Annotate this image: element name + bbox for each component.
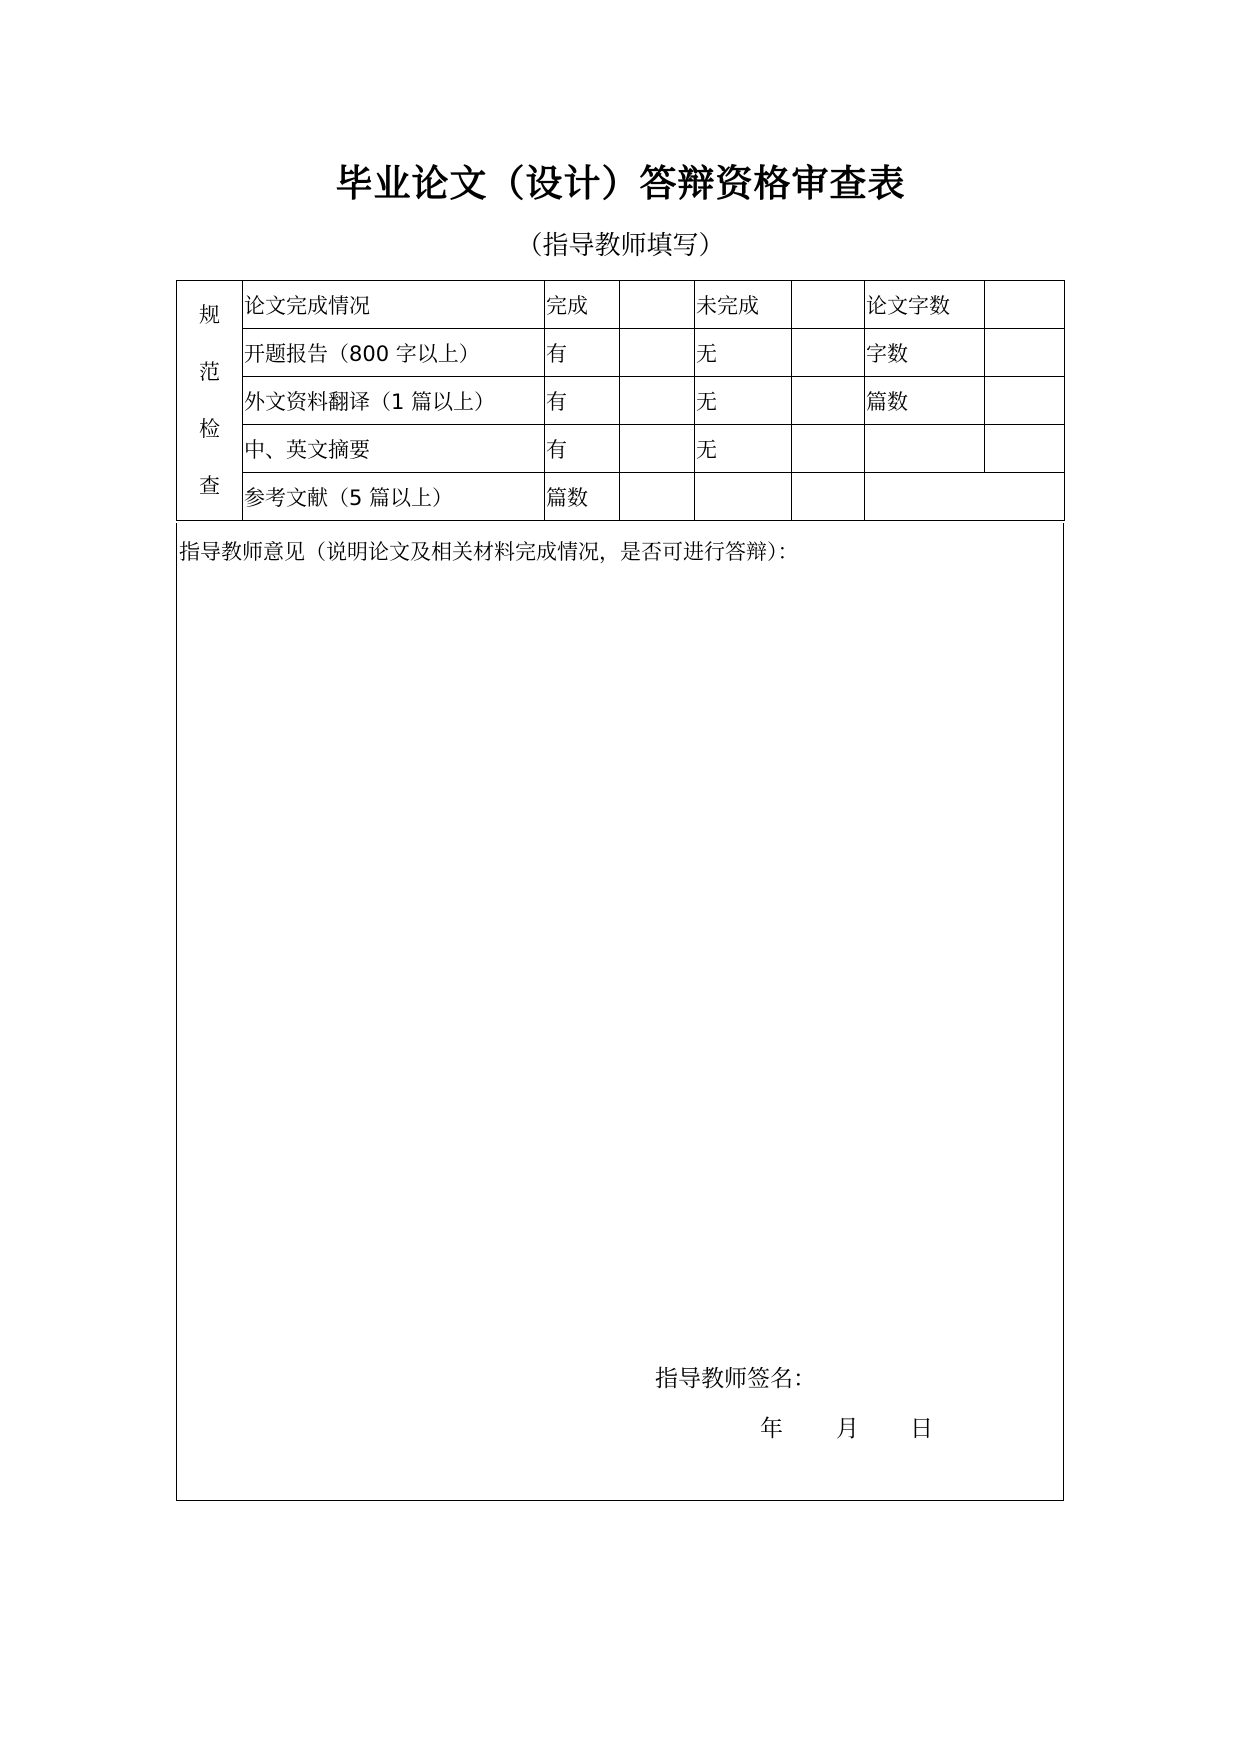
category-char: 查 — [199, 474, 220, 499]
date-day-label: 日 — [910, 1416, 933, 1442]
option-label: 无 — [695, 425, 792, 473]
field-label — [865, 425, 985, 473]
fill-cell[interactable] — [792, 425, 865, 473]
fill-cell[interactable] — [985, 377, 1065, 425]
field-label: 篇数 — [865, 377, 985, 425]
option-label: 篇数 — [545, 473, 620, 521]
fill-cell[interactable] — [695, 473, 792, 521]
fill-cell[interactable] — [620, 281, 695, 329]
table-row — [177, 329, 1065, 377]
fill-cell[interactable] — [792, 377, 865, 425]
fill-cell[interactable] — [620, 377, 695, 425]
fill-cell[interactable] — [620, 329, 695, 377]
category-char: 范 — [199, 359, 220, 384]
fill-cell[interactable] — [985, 329, 1065, 377]
row-item-label: 论文完成情况 — [243, 281, 545, 329]
row-item-label: 参考文献（5 篇以上） — [243, 473, 545, 521]
fill-cell[interactable] — [792, 473, 865, 521]
row-item-label: 中、英文摘要 — [243, 425, 545, 473]
fill-cell[interactable] — [620, 425, 695, 473]
table-row — [177, 281, 1065, 329]
advisor-signature-label: 指导教师签名： — [655, 1366, 816, 1392]
fill-cell[interactable] — [620, 473, 695, 521]
fill-cell[interactable] — [865, 473, 1065, 521]
option-label: 无 — [695, 377, 792, 425]
category-char: 规 — [199, 302, 220, 327]
fill-cell[interactable] — [792, 329, 865, 377]
table-row — [177, 473, 1065, 521]
field-label: 论文字数 — [865, 281, 985, 329]
table-row — [177, 425, 1065, 473]
form-title: 毕业论文（设计）答辩资格审查表 — [335, 162, 906, 205]
table-row — [177, 377, 1065, 425]
fill-cell[interactable] — [985, 281, 1065, 329]
row-item-label: 开题报告（800 字以上） — [243, 329, 545, 377]
option-label: 有 — [545, 425, 620, 473]
category-cell — [177, 281, 243, 521]
fill-cell[interactable] — [985, 425, 1065, 473]
field-label: 字数 — [865, 329, 985, 377]
fill-cell[interactable] — [792, 281, 865, 329]
review-table — [176, 280, 1065, 521]
date-year-label: 年 — [760, 1416, 783, 1442]
option-label: 完成 — [545, 281, 620, 329]
option-label: 未完成 — [695, 281, 792, 329]
date-month-label: 月 — [836, 1416, 859, 1442]
option-label: 有 — [545, 377, 620, 425]
option-label: 有 — [545, 329, 620, 377]
option-label: 无 — [695, 329, 792, 377]
advisor-opinion-box[interactable] — [176, 523, 1064, 1501]
form-subtitle: （指导教师填写） — [516, 231, 725, 261]
row-item-label: 外文资料翻译（1 篇以上） — [243, 377, 545, 425]
category-char: 检 — [199, 417, 220, 442]
advisor-opinion-label: 指导教师意见（说明论文及相关材料完成情况，是否可进行答辩）： — [179, 540, 799, 564]
